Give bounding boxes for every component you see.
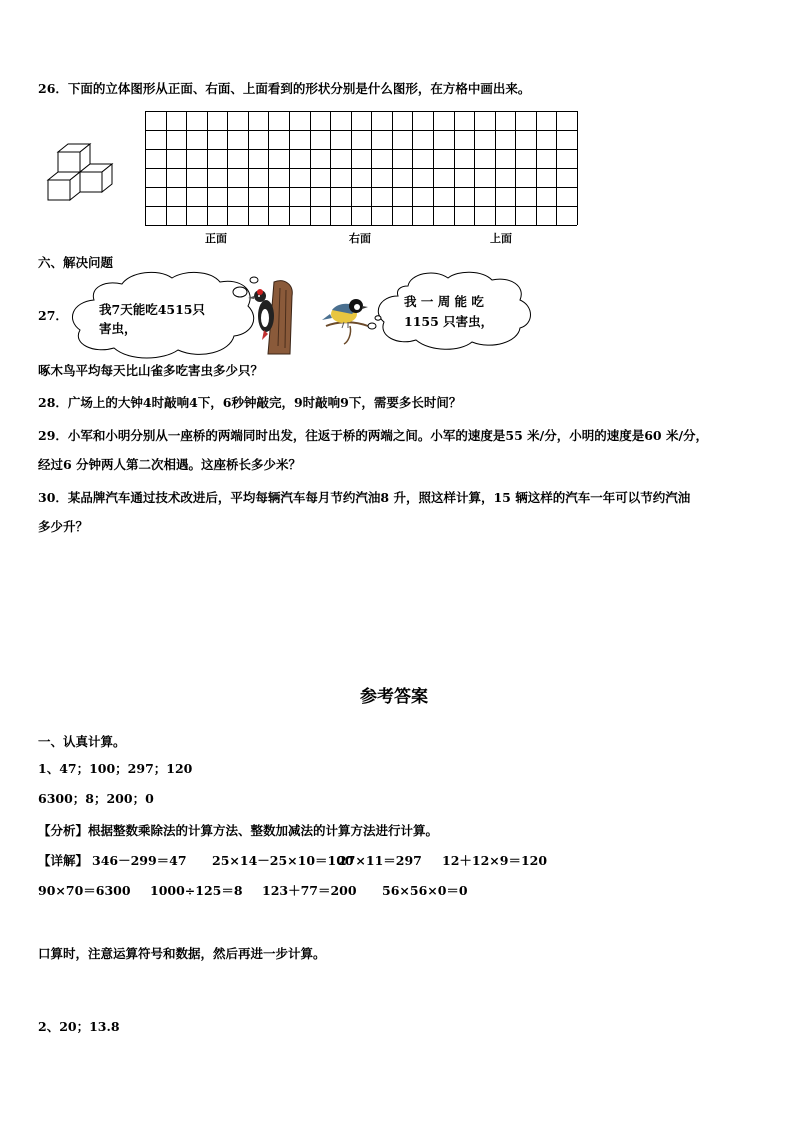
q27-number: 27． [38, 308, 68, 323]
detail-row2-eq2: 1000÷125＝8 [150, 883, 243, 898]
detail-row1-eq1: 346－299＝47 [92, 853, 187, 868]
tit-speech-line2: 1155 只害虫， [404, 314, 494, 329]
answers-section1: 一、认真计算。 [38, 734, 126, 749]
cube-stack-figure [44, 140, 114, 202]
answer-1-line1: 1、47；100；297；120 [38, 761, 193, 776]
detail-row1-eq3: 27×11＝297 [338, 853, 422, 868]
tit-speech-line1: 我 一 周 能 吃 [404, 294, 484, 309]
woodpecker-icon [248, 276, 298, 356]
q27-question: 啄木鸟平均每天比山雀多吃害虫多少只？ [38, 363, 264, 378]
q29-line2: 经过6 分钟两人第二次相遇。这座桥长多少米？ [38, 457, 302, 472]
answers-title: 参考答案 [360, 687, 428, 707]
speech-bubble-tit [368, 270, 532, 352]
q29-line1: 29．小军和小明分别从一座桥的两端同时出发，往返于桥的两端之间。小军的速度是55 米/分，小明的速度是60 米/分， [38, 428, 709, 443]
woodpecker-speech-line1: 我7天能吃4515只 [99, 302, 205, 317]
section-heading: 六、解决问题 [38, 255, 114, 270]
detail-label: 【详解】 [38, 853, 89, 868]
detail-row1-eq4: 12＋12×9＝120 [442, 853, 548, 868]
tit-bird-icon [322, 292, 374, 346]
q26-text: 26．下面的立体图形从正面、右面、上面看到的形状分别是什么图形，在方格中画出来。 [38, 81, 531, 96]
detail-row2-eq4: 56×56×0＝0 [382, 883, 468, 898]
answer-1-line2: 6300；8；200；0 [38, 791, 154, 806]
detail-row1-eq2: 25×14－25×10＝100 [212, 853, 354, 868]
woodpecker-speech-line2: 害虫， [99, 321, 137, 336]
detail-row2-eq3: 123＋77＝200 [262, 883, 357, 898]
answer-2: 2、20；13.8 [38, 1019, 120, 1034]
analysis-text: 【分析】根据整数乘除法的计算方法、整数加减法的计算方法进行计算。 [38, 823, 439, 838]
grid-label-top: 上面 [490, 232, 512, 245]
grid-label-front: 正面 [205, 232, 227, 245]
q28-text: 28．广场上的大钟4时敲响4下，6秒钟敲完，9时敲响9下，需要多长时间？ [38, 395, 462, 410]
q30-line1: 30．某品牌汽车通过技术改进后，平均每辆汽车每月节约汽油8 升，照这样计算，15 辆这样的汽车一年可以节约汽油 [38, 490, 691, 505]
grid-label-right: 右面 [349, 232, 371, 245]
detail-row2-eq1: 90×70＝6300 [38, 883, 131, 898]
q30-line2: 多少升？ [38, 519, 89, 534]
drawing-grid[interactable] [145, 111, 577, 225]
note-text: 口算时，注意运算符号和数据，然后再进一步计算。 [38, 946, 326, 961]
